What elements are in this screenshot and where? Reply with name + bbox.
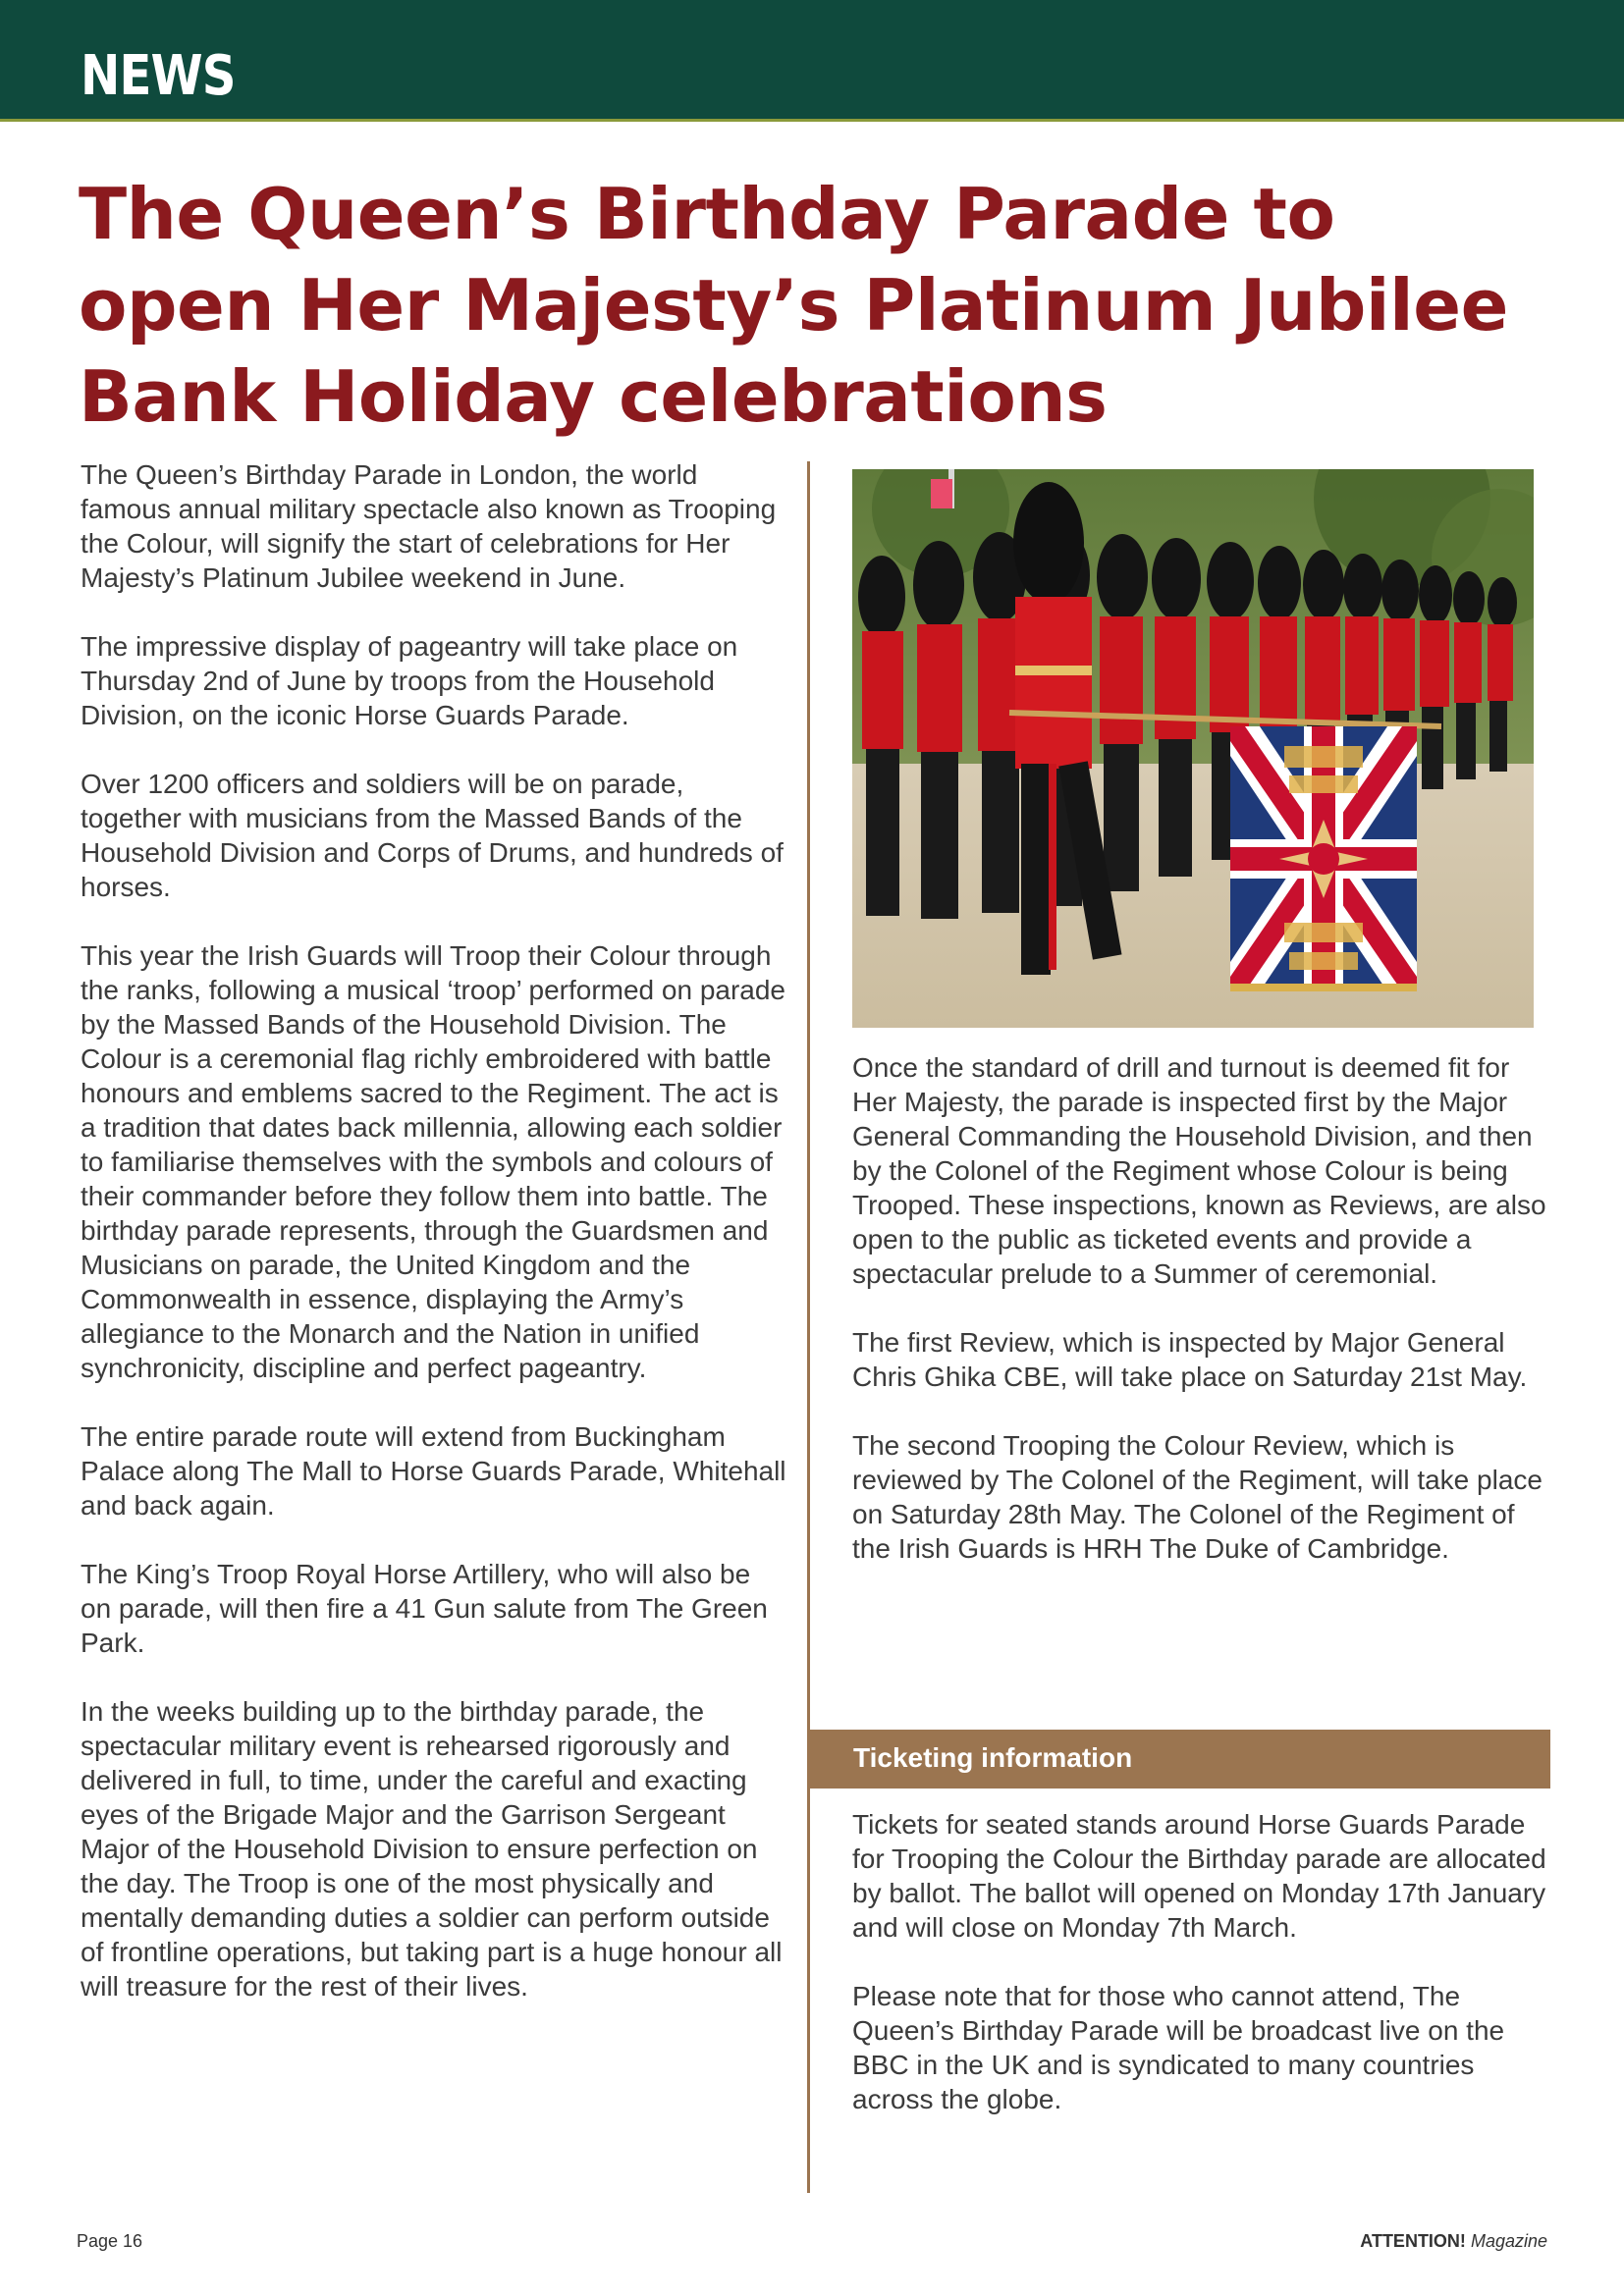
article-headline: The Queen’s Birthday Parade to open Her Majesty’s Platinum Jubilee Bank Holiday celebrations (79, 173, 1508, 438)
paragraph: The second Trooping the Colour Review, which is reviewed by The Colonel of the Regiment, will take place on Saturday 28th May. The Colonel of the Regiment of the Irish Guards is HRH The Duke of Cambridge. (852, 1430, 1543, 1564)
magazine-brand: ATTENTION! (1360, 2231, 1466, 2251)
paragraph: This year the Irish Guards will Troop their Colour through the ranks, following a musical ‘troop’ performed on parade by the Massed Bands of the Household Division. The Colour is a ceremonial flag richly embroidered with battle honours and emblems sacred to the Regiment. The act is a tradition that dates back millennia, allowing each soldier to familiarise themselves with the symbols and colours of their commander before they follow them into battle. The birthday parade represents, through the Guardsmen and Musicians on parade, the United Kingdom and the Commonwealth in essence, displaying the Army’s allegiance to the Monarch and the Nation in unified synchronicity, discipline and perfect pageantry. (81, 940, 786, 1383)
paragraph: Tickets for seated stands around Horse Guards Parade for Trooping the Colour the Birthday parade are allocated by ballot. The ballot will opened on Monday 17th January and will close on Monday 7th March. (852, 1809, 1546, 1943)
parade-photo (852, 469, 1534, 1028)
guards-parade-illustration (852, 469, 1534, 1028)
column-divider (807, 461, 810, 2193)
paragraph: The entire parade route will extend from Buckingham Palace along The Mall to Horse Guards Parade, Whitehall and back again. (81, 1421, 786, 1521)
paragraph: Please note that for those who cannot attend, The Queen’s Birthday Parade will be broadcast live on the BBC in the UK and is syndicated to many countries across the globe. (852, 1981, 1505, 2114)
paragraph: The impressive display of pageantry will take place on Thursday 2nd of June by troops from the Household Division, on the iconic Horse Guards Parade. (81, 631, 738, 730)
page-number: Page 16 (77, 2231, 143, 2251)
right-column-bottom (852, 1807, 1559, 2151)
paragraph: In the weeks building up to the birthday parade, the spectacular military event is rehearsed rigorously and delivered in full, to time, under the careful and exacting eyes of the Brigade Major and the Garrison Sergeant Major of the Household Division to ensure perfection on the day. The Troop is one of the most physically and mentally demanding duties a soldier can perform outside of frontline operations, but taking part is a huge honour all will treasure for the rest of their lives. (81, 1696, 783, 2002)
paragraph: The King’s Troop Royal Horse Artillery, who will also be on parade, will then fire a 41 Gun salute from The Green Park. (81, 1559, 768, 1658)
right-column-top (852, 1050, 1559, 1600)
paragraph: The first Review, which is inspected by Major General Chris Ghika CBE, will take place on Saturday 21st May. (852, 1327, 1528, 1392)
paragraph: Once the standard of drill and turnout is deemed fit for Her Majesty, the parade is inspected first by the Major General Commanding the Household Division, and then by the Colonel of the Regiment whose Colour is being Trooped. These inspections, known as Reviews, are also open to the public as ticketed events and provide a spectacular prelude to a Summer of ceremonial. (852, 1052, 1546, 1289)
left-column (81, 457, 787, 2038)
ticketing-header-bar (808, 1730, 1550, 1789)
section-label: NEWS (81, 44, 236, 108)
magazine-label: Magazine (1470, 2231, 1547, 2251)
magazine-credit (1360, 2231, 1547, 2252)
paragraph: The Queen’s Birthday Parade in London, the world famous annual military spectacle also known as Trooping the Colour, will signify the start of celebrations for Her Majesty’s Platinum Jubilee weekend in June. (81, 459, 777, 593)
paragraph: Over 1200 officers and soldiers will be on parade, together with musicians from the Massed Bands of the Household Division and Corps of Drums, and hundreds of horses. (81, 769, 784, 902)
ticketing-title: Ticketing information (853, 1742, 1133, 1773)
section-header-bar (0, 0, 1624, 122)
